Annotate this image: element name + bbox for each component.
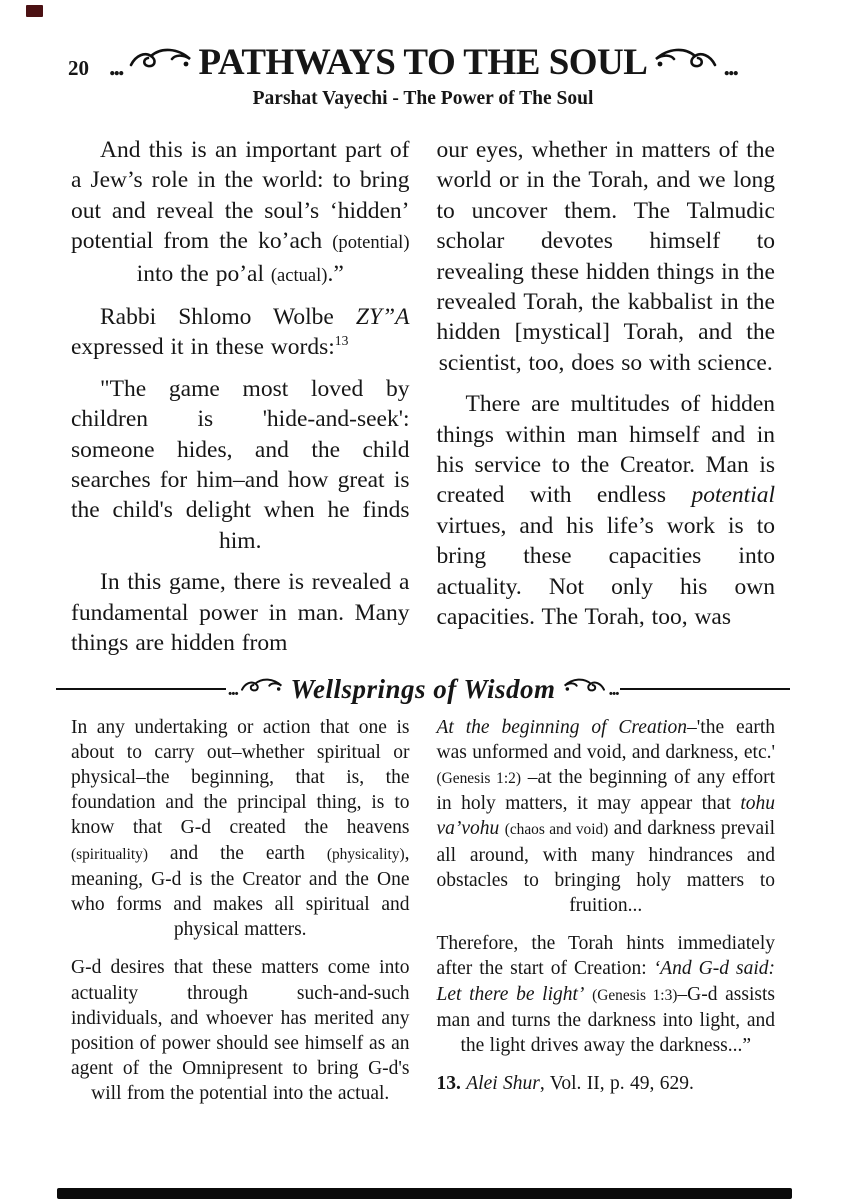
paragraph: And this is an important part of a Jew’s role in the world: to bring out and reveal the soul’s ‘hidden’ potential from the ko’ach (potential) into the po’al (actual).” (71, 137, 410, 287)
divider-ornament (228, 674, 619, 705)
divider-dots-right: ... (608, 679, 619, 700)
main-right-column (437, 135, 776, 670)
page-subtitle: Parshat Vayechi - The Power of The Soul (252, 88, 594, 109)
main-text-section (0, 135, 846, 670)
title-row (0, 44, 846, 81)
divider-flourish-right-icon (562, 676, 606, 703)
paragraph: Rabbi Shlomo Wolbe ZY”A expressed it in these words:$^{13}$ (71, 304, 410, 361)
divider-flourish-left-icon (240, 676, 284, 703)
paragraph: G-d desires that these matters come into actuality through such-and-such individuals, and whoever has merited any position of power should see himself as an agent of the Omnipresent to bring G-d's will from the potential into the actual. (71, 957, 410, 1105)
ornament-dots-right: ... (723, 51, 737, 81)
title-flourish-right-icon (652, 46, 718, 80)
paragraph: At the beginning of Creation–'the earth was unformed and void, and darkness, etc.' (Genesis 1:2) –at the beginning of any effort in holy matters, it may appear that tohu va’vohu (chaos and void) and darkness prevail all around, with many hindrances and obstacles to bringing holy matters to fruition... (436, 716, 776, 916)
main-left-column (71, 135, 410, 670)
divider-rule-left (56, 688, 226, 690)
divider-rule-right (620, 688, 790, 690)
paragraph: There are multitudes of hidden things within man himself and in his service to the Creator. Man is created with endless potential virtues, and his life’s work is to bring these capacities into actuality. Not only his own capacities. The Torah, too, was (436, 391, 775, 631)
paragraph: In any undertaking or action that one is about to carry out–whether spiritual or physical–the beginning, that is, the foundation and the principal thing, is to know that G-d created the heavens (spirituality) and the earth (physicality), meaning, G-d is the Creator and the One who forms and makes all spiritual and physical matters. (71, 716, 410, 941)
wellsprings-divider (0, 674, 846, 705)
paragraph: "The game most loved by children is 'hide-and-seek': someone hides, and the child searches for him–and how great is the child's delight when he finds him. (71, 375, 410, 554)
page-number: 20 (68, 56, 89, 80)
paragraph: our eyes, whether in matters of the world or in the Torah, and we long to uncover them. The Talmudic scholar devotes himself to revealing these hidden things in the revealed Torah, the kabbalist in the hidden [mystical] Torah, and the scientist, too, does so with science. (436, 137, 775, 376)
footnote: 13. Alei Shur, Vol. II, p. 49, 629. (436, 1073, 694, 1095)
paragraph: In this game, there is revealed a fundamental power in man. Many things are hidden from (71, 569, 410, 657)
commentary-section (0, 715, 846, 1120)
commentary-right-column (437, 715, 776, 1120)
paragraph: Therefore, the Torah hints immediately after the start of Creation: ‘And G-d said: Let there be light’ (Genesis 1:3)–G-d assists man and turns the darkness into light, and the light drives away the darkness...” (436, 933, 776, 1056)
bottom-scan-bar (57, 1188, 792, 1199)
wellsprings-title: Wellsprings of Wisdom (290, 673, 556, 704)
title-flourish-left-icon (128, 46, 194, 80)
page-header (0, 0, 846, 110)
divider-dots-left: ... (227, 679, 238, 700)
ornament-dots-left: ... (109, 51, 123, 81)
page-title: PATHWAYS TO THE SOUL (198, 42, 648, 83)
commentary-left-column (71, 715, 410, 1120)
